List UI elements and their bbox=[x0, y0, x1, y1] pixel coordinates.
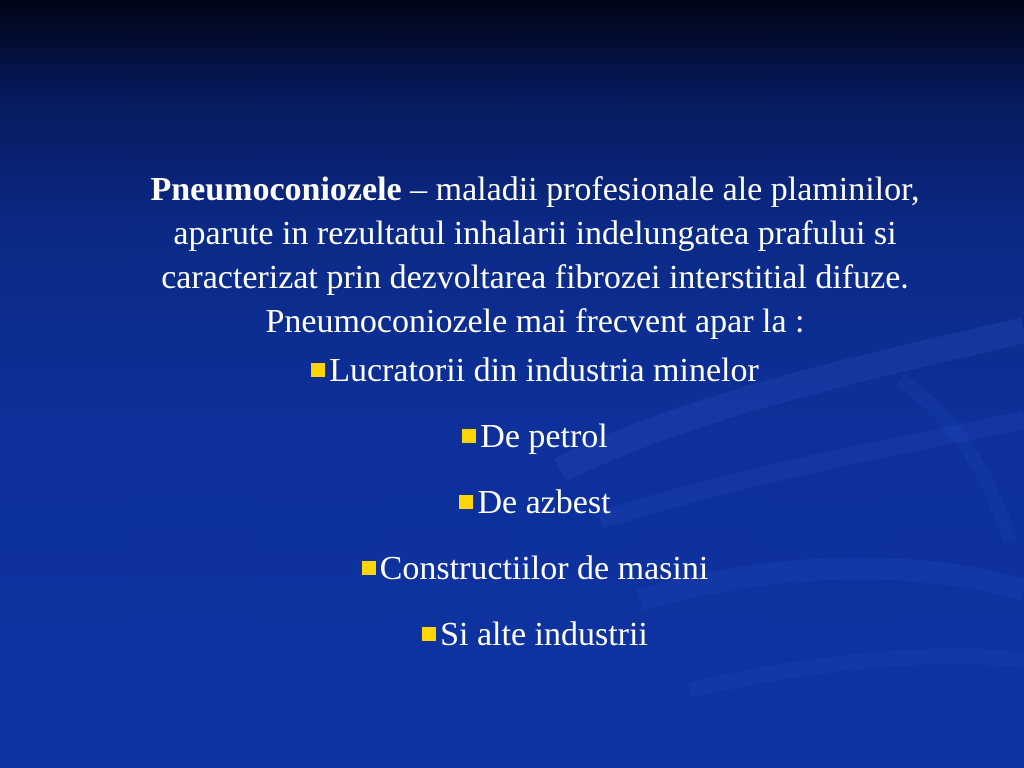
square-bullet-icon bbox=[462, 429, 476, 443]
slide-content bbox=[120, 168, 950, 680]
square-bullet-icon bbox=[422, 627, 436, 641]
bullet-item bbox=[120, 614, 950, 656]
intro-definition: – maladii profesionale ale plaminilor, aparute in rezultatul inhalarii indelungatea prafului si caracterizat prin dezvoltarea fibrozei interstitial difuze. Pneumoconiozele mai frecvent apar la : bbox=[161, 171, 920, 340]
bullet-label: Si alte industrii bbox=[440, 616, 648, 653]
intro-paragraph bbox=[120, 168, 950, 344]
bullet-label: Constructiilor de masini bbox=[379, 550, 709, 587]
bullet-label: De azbest bbox=[477, 484, 611, 521]
intro-term: Pneumoconiozele bbox=[150, 171, 402, 208]
bullet-item bbox=[120, 482, 950, 524]
bullet-item bbox=[120, 548, 950, 590]
square-bullet-icon bbox=[311, 363, 325, 377]
bullet-item bbox=[120, 350, 950, 392]
bullet-list bbox=[120, 350, 950, 656]
bullet-label: De petrol bbox=[480, 418, 608, 455]
square-bullet-icon bbox=[459, 495, 473, 509]
bullet-item bbox=[120, 416, 950, 458]
square-bullet-icon bbox=[362, 561, 376, 575]
bullet-label: Lucratorii din industria minelor bbox=[329, 352, 759, 389]
